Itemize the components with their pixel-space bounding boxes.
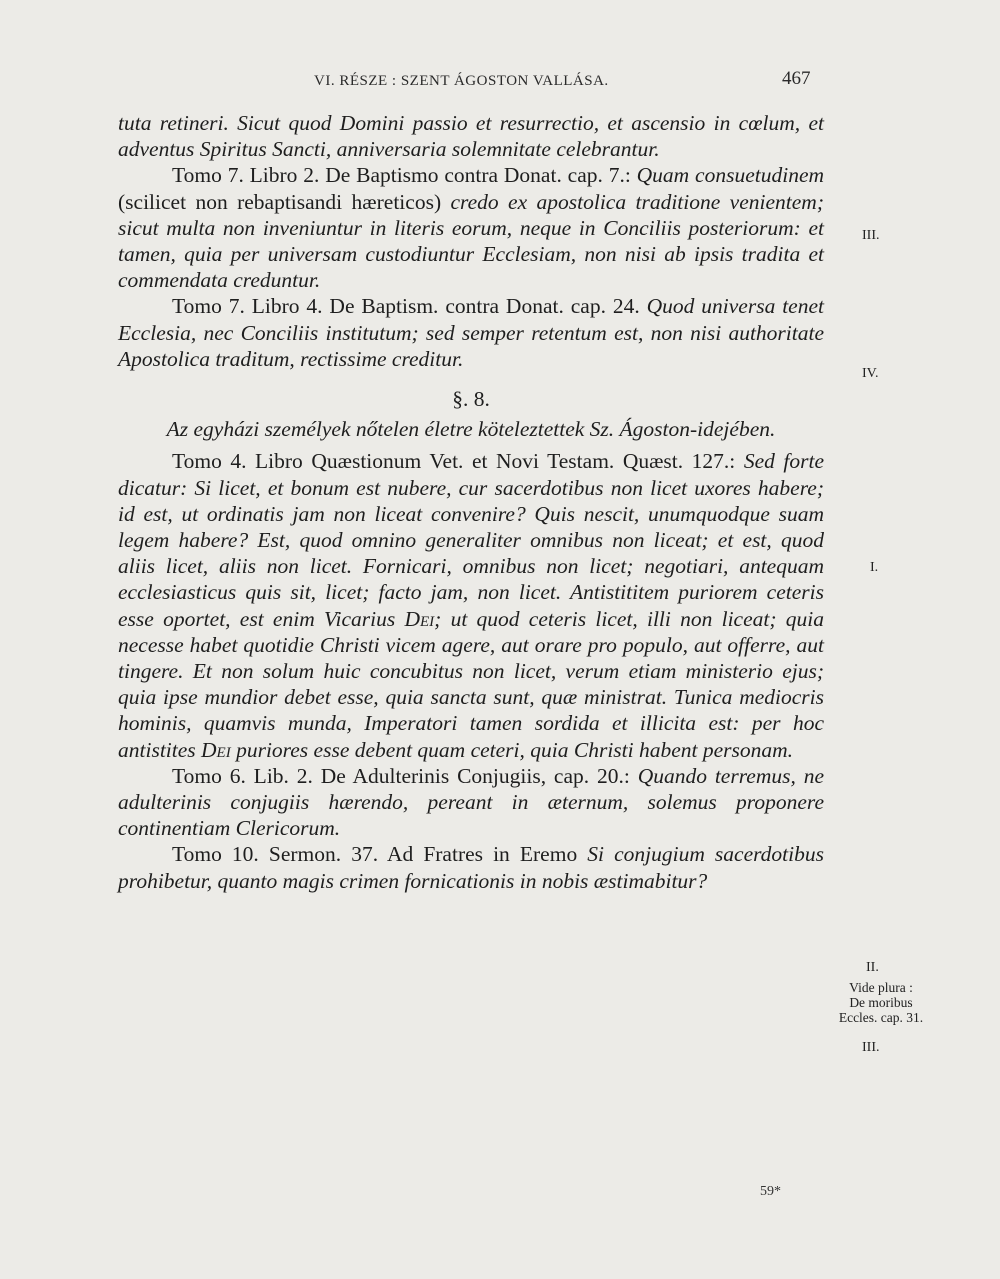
running-title: VI. RÉSZE : SZENT ÁGOSTON VALLÁSA. [314,73,609,89]
parenthetical-text: (scilicet non rebaptisandi hæreticos) [118,189,442,214]
quote-text: ; ut quod ceteris licet, illi non liceat; quia necesse habet quotidie Christi vicem agere, aut orare pro populo, aut offerre, aut tingere. Et non solum huic concubitus non licet, verum etiam ministerio ejus; quia ipse mundior debet esse, quia sancta sunt, quæ ministrat. Tunica mediocris hominis, quamvis munda, Imperatori tamen sordida et illicita est: per hoc antistites [118,606,824,762]
quote-text: Quam consuetudinem [636,163,825,188]
citation-paragraph [118,448,824,762]
margin-numeral: II. [866,960,879,975]
margin-numeral: I. [870,560,879,575]
margin-note-line: De moribus [849,995,913,1010]
margin-note [828,980,934,1025]
section-number: §. 8. [452,387,490,412]
citation-paragraph [118,293,824,372]
citation-paragraph [118,763,824,842]
quote-text: Sed forte dicatur: Si licet, et bonum est nubere, cur sacerdotibus non licet uxores habere; id est, ut ordinatis jam non liceat convenire? Quis nescit, unumquodque suam legem habere? Est, quod omnino generaliter omnibus non liceat; et est, quod aliis licet, aliis non licet. Fornicari, omnibus non licet; negotiari, antequam ecclesiasticus quis sit, licet; facto jam, non licet. Antistititem puriorem ceteris esse oportet, est enim Vicarius [118,449,824,631]
paragraph-continuation [118,110,824,162]
page-header [0,68,1000,98]
main-text [118,110,824,894]
citation-reference: Tomo 7. Libro 4. De Baptism. contra Donat. cap. 24. [172,294,640,319]
citation-reference: Tomo 6. Lib. 2. De Adulterinis Conjugiis, cap. 20.: [172,763,630,788]
citation-reference: Tomo 7. Libro 2. De Baptismo contra Donat. cap. 7.: [172,163,631,188]
margin-numeral: IV. [862,366,879,381]
small-caps-word: Dei [404,606,435,631]
page-number: 467 [782,68,811,89]
quote-text: Si conjugium sacerdotibus prohibetur, quanto magis crimen fornicationis in nobis æstimabitur? [118,842,824,893]
quote-text: Quando terremus, ne adulterinis conjugiis hærendo, pereant in æternum, solemus proponere continentiam Clericorum. [118,763,824,841]
citation-paragraph [118,841,824,893]
margin-note-line: Vide plura : [849,980,913,995]
quote-text: credo ex apostolica traditione venientem; sicut multa non inveniuntur in literis eorum, neque in Conciliis posteriorum: et tamen, quia per universam custodiuntur Ecclesiam, non nisi ab ipsis tradita et commendata creduntur. [118,189,824,293]
small-caps-word: Dei [201,737,231,762]
signature-mark: 59* [760,1184,781,1199]
quote-text: puriores esse debent quam ceteri, quia Christi habent personam. [236,737,794,762]
citation-reference: Tomo 4. Libro Quæstionum Vet. et Novi Testam. Quæst. 127.: [172,449,736,474]
margin-numeral: III. [862,228,880,243]
citation-paragraph [118,162,824,293]
quote-text: Quod universa tenet Ecclesia, nec Conciliis institutum; sed semper retentum est, non nisi authoritate Apostolica traditum, rectissime creditur. [118,294,824,371]
section-title: Az egyházi személyek nőtelen életre köteleztettek Sz. Ágoston-idejében. [166,417,776,442]
margin-note-line: Eccles. cap. 31. [838,1010,924,1025]
paragraph-text: tuta retineri. Sicut quod Domini passio et resurrectio, et ascensio in cœlum, et adventus Spiritus Sancti, anniversaria solemnitate celebrantur. [118,111,824,162]
margin-numeral: III. [862,1040,880,1055]
citation-reference: Tomo 10. Sermon. 37. Ad Fratres in Eremo [172,842,578,867]
